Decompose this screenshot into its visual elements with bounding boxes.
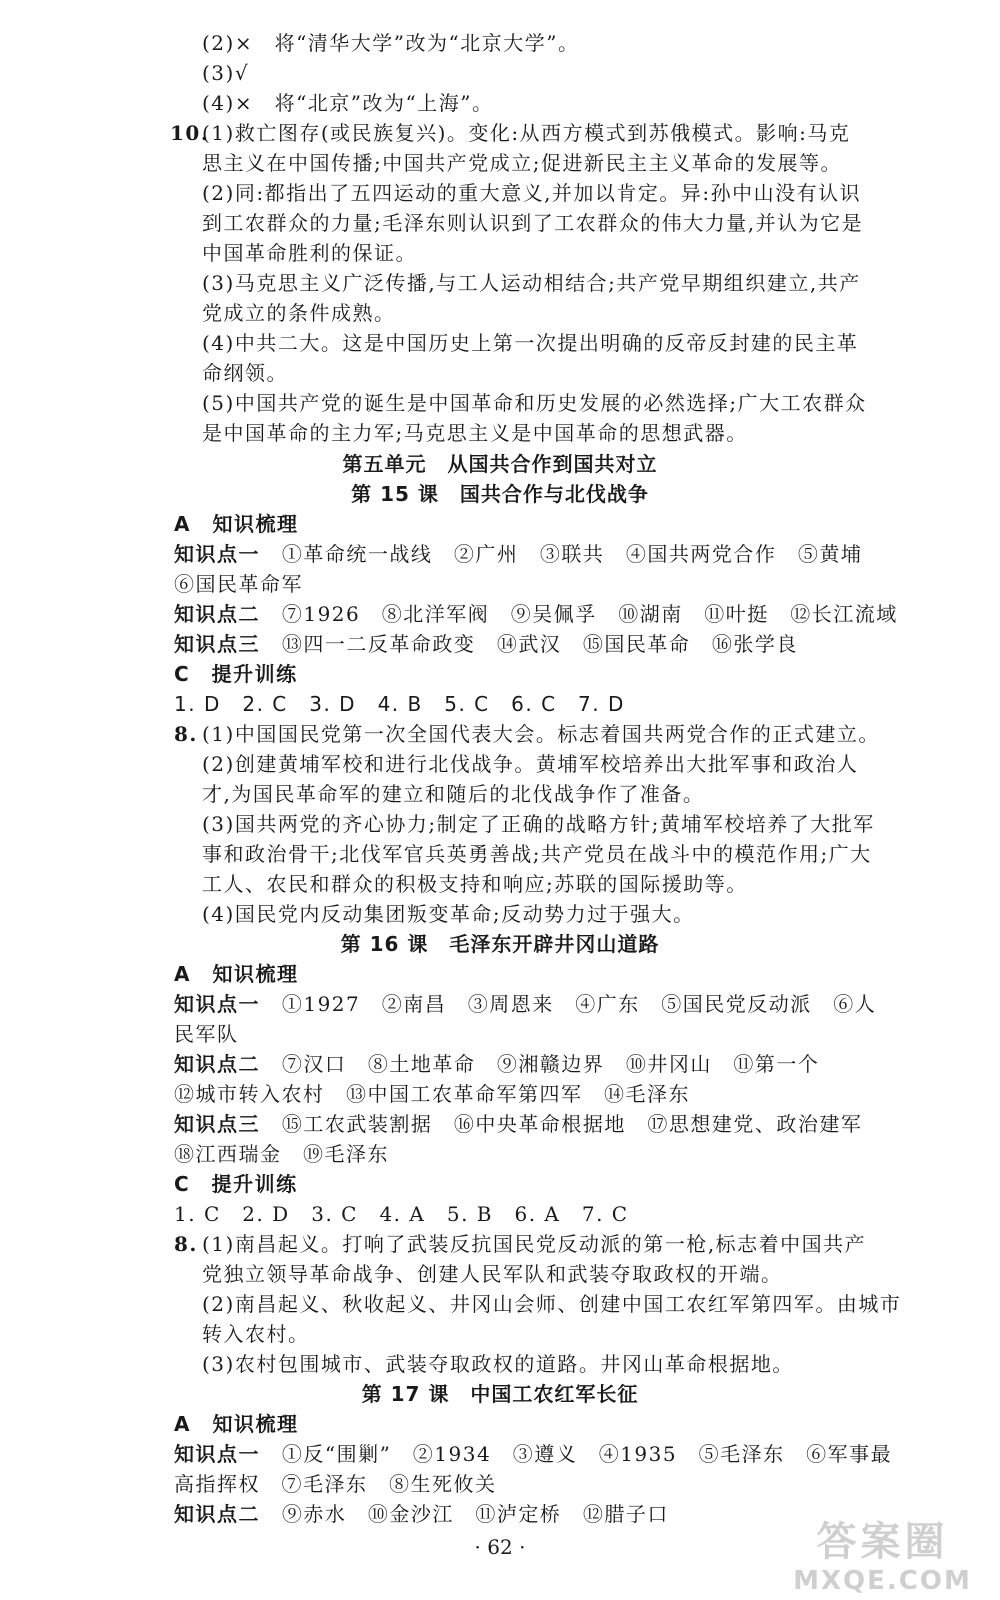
knowledge-point-label: 知识点一 — [174, 542, 260, 566]
knowledge-point-text: ①1927 ②南昌 ③周恩来 ④广东 ⑤国民党反动派 ⑥人 — [281, 992, 877, 1016]
answer-line: (4)国民党内反动集团叛变革命;反动势力过于强大。 — [202, 902, 695, 926]
knowledge-point-text: ①反“围剿” ②1934 ③遵义 ④1935 ⑤毛泽东 ⑥军事最 — [281, 1442, 893, 1466]
answer-line: ⑱江西瑞金 ⑲毛泽东 — [174, 1142, 389, 1166]
unit-title: 第五单元 从国共合作到国共对立 — [342, 452, 658, 476]
knowledge-point-row — [174, 541, 862, 567]
lesson-title: 第 15 课 国共合作与北伐战争 — [351, 482, 649, 506]
knowledge-point-row — [174, 991, 876, 1017]
section-heading: C 提升训练 — [174, 1172, 298, 1196]
answer-line: (2)创建黄埔军校和进行北伐战争。黄埔军校培养出大批军事和政治人 — [202, 752, 859, 776]
knowledge-point-row — [174, 601, 898, 627]
answer-line: (1)中国国民党第一次全国代表大会。标志着国共两党合作的正式建立。 — [202, 722, 880, 746]
answer-line: 是中国革命的主力军;马克思主义是中国革命的思想武器。 — [202, 421, 748, 445]
answer-line: (2)× 将“清华大学”改为“北京大学”。 — [202, 31, 580, 55]
watermark-logo — [780, 1520, 985, 1598]
answer-line: 中国革命胜利的保证。 — [202, 241, 417, 265]
answer-line: 党成立的条件成熟。 — [202, 301, 396, 325]
knowledge-point-row — [174, 1441, 892, 1467]
knowledge-point-text: ⑮工农武装割据 ⑯中央革命根据地 ⑰思想建党、政治建军 — [281, 1112, 863, 1136]
answer-line: (3)国共两党的齐心协力;制定了正确的战略方针;黄埔军校培养了大批军 — [202, 812, 875, 836]
knowledge-point-label: 知识点二 — [174, 1052, 260, 1076]
knowledge-point-label: 知识点三 — [174, 1112, 260, 1136]
answer-line: (3)马克思主义广泛传播,与工人运动相结合;共产党早期组织建立,共产 — [202, 271, 861, 295]
watermark-logo-text: 答案圈 — [816, 1519, 949, 1565]
knowledge-point-label: 知识点三 — [174, 632, 260, 656]
watermark-domain: MXQE.COM — [793, 1566, 972, 1596]
answer-line: 高指挥权 ⑦毛泽东 ⑧生死攸关 — [174, 1472, 497, 1496]
knowledge-point-row — [174, 1111, 862, 1137]
answer-line: (5)中国共产党的诞生是中国革命和历史发展的必然选择;广大工农群众 — [202, 391, 867, 415]
knowledge-point-text: ⑨赤水 ⑩金沙江 ⑪泸定桥 ⑫腊子口 — [281, 1502, 669, 1526]
question-number: 8. — [174, 722, 198, 746]
knowledge-point-label: 知识点一 — [174, 992, 260, 1016]
knowledge-point-row — [174, 1051, 819, 1077]
multiple-choice-answers: 1. C 2. D 3. C 4. A 5. B 6. A 7. C — [174, 1202, 629, 1226]
question-number: 10. — [170, 121, 210, 145]
answer-line: (2)南昌起义、秋收起义、井冈山会师、创建中国工农红军第四军。由城市 — [202, 1292, 902, 1316]
lesson-title: 第 17 课 中国工农红军长征 — [361, 1382, 639, 1406]
answer-line: (1)救亡图存(或民族复兴)。变化:从西方模式到苏俄模式。影响:马克 — [202, 121, 851, 145]
multiple-choice-answers: 1. D 2. C 3. D 4. B 5. C 6. C 7. D — [174, 692, 625, 716]
answer-line: 才,为国民革命军的建立和随后的北伐战争作了准备。 — [202, 782, 705, 806]
knowledge-point-row — [174, 631, 798, 657]
answer-line: 事和政治骨干;北伐军官兵英勇善战;共产党员在战斗中的模范作用;广大 — [202, 842, 872, 866]
answer-line: 转入农村。 — [202, 1322, 310, 1346]
knowledge-point-row — [174, 1501, 669, 1527]
section-heading: A 知识梳理 — [174, 512, 299, 536]
answer-line: 民军队 — [174, 1022, 239, 1046]
section-heading: A 知识梳理 — [174, 1412, 299, 1436]
page-number: · 62 · — [474, 1535, 526, 1559]
answer-line: (4)中共二大。这是中国历史上第一次提出明确的反帝反封建的民主革 — [202, 331, 859, 355]
knowledge-point-label: 知识点一 — [174, 1442, 260, 1466]
answer-line: 命纲领。 — [202, 361, 288, 385]
knowledge-point-text: ⑦1926 ⑧北洋军阀 ⑨吴佩孚 ⑩湖南 ⑪叶挺 ⑫长江流域 — [281, 602, 898, 626]
answer-line: (3)农村包围城市、武装夺取政权的道路。井冈山革命根据地。 — [202, 1352, 794, 1376]
section-heading: A 知识梳理 — [174, 962, 299, 986]
answer-line: 工人、农民和群众的积极支持和响应;苏联的国际援助等。 — [202, 872, 748, 896]
answer-line: 思主义在中国传播;中国共产党成立;促进新民主主义革命的发展等。 — [202, 151, 842, 175]
answer-line: ⑥国民革命军 — [174, 572, 303, 596]
answer-line: 党独立领导革命战争、创建人民军队和武装夺取政权的开端。 — [202, 1262, 783, 1286]
answer-line: 到工农群众的力量;毛泽东则认识到了工农群众的伟大力量,并认为它是 — [202, 211, 864, 235]
knowledge-point-text: ⑬四一二反革命政变 ⑭武汉 ⑮国民革命 ⑯张学良 — [281, 632, 798, 656]
lesson-title: 第 16 课 毛泽东开辟井冈山道路 — [340, 932, 660, 956]
knowledge-point-label: 知识点二 — [174, 1502, 260, 1526]
answer-line: ⑫城市转入农村 ⑬中国工农革命军第四军 ⑭毛泽东 — [174, 1082, 690, 1106]
question-number: 8. — [174, 1232, 198, 1256]
answer-line: (2)同:都指出了五四运动的重大意义,并加以肯定。异:孙中山没有认识 — [202, 181, 862, 205]
knowledge-point-text: ⑦汉口 ⑧土地革命 ⑨湘赣边界 ⑩井冈山 ⑪第一个 — [281, 1052, 820, 1076]
knowledge-point-text: ①革命统一战线 ②广州 ③联共 ④国共两党合作 ⑤黄埔 — [281, 542, 863, 566]
answer-line: (4)× 将“北京”改为“上海”。 — [202, 91, 494, 115]
knowledge-point-label: 知识点二 — [174, 602, 260, 626]
answer-line: (3)√ — [202, 61, 250, 85]
section-heading: C 提升训练 — [174, 662, 298, 686]
answer-line: (1)南昌起义。打响了武装反抗国民党反动派的第一枪,标志着中国共产 — [202, 1232, 867, 1256]
